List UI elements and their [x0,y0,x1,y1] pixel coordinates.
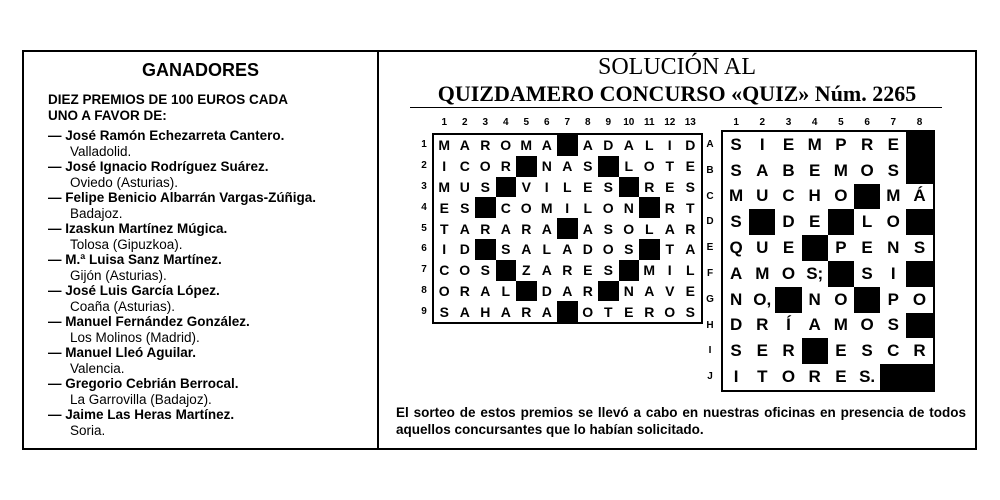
winner-city: Tolosa (Gipuzkoa). [70,236,183,252]
winner-city: Oviedo (Asturias). [70,174,179,190]
letter-cell: O [602,241,614,258]
solution-title: SOLUCIÓN AL [597,54,756,80]
row-label: 5 [421,222,427,234]
letter-cell: M [438,137,451,154]
row-label: 2 [421,160,427,172]
letter-cell: A [582,137,593,154]
winner-item [48,345,378,376]
black-square [854,287,880,313]
column-label: 9 [605,117,612,128]
column-label: 3 [785,117,792,128]
column-label: 6 [543,117,550,128]
letter-cell: A [500,220,511,237]
letter-cell: I [759,134,765,154]
letter-cell: P [835,134,847,154]
letter-cell: S [685,178,695,195]
black-square [557,301,578,322]
winner-name: — Izaskun Martínez Múgica. [48,221,228,236]
letter-cell: E [756,341,768,361]
letter-cell: R [860,134,874,154]
column-label: 12 [664,117,676,128]
letter-cell: I [667,262,672,279]
letter-cell: D [541,282,552,299]
black-square [557,218,578,239]
black-square [475,197,496,218]
letter-cell: A [623,137,634,154]
letter-cell: M [833,315,848,335]
letter-cell: A [644,282,655,299]
letter-cell: A [685,241,696,258]
winner-item [48,376,378,407]
letter-cell: I [565,199,570,216]
letter-cell: T [757,367,768,387]
letter-cell: D [603,137,614,154]
black-square [906,364,932,390]
black-square [906,209,932,235]
letter-cell: S [480,178,490,195]
letter-cell: M [438,178,451,195]
letter-cell: S [439,303,449,320]
black-square [639,197,660,218]
letter-cell: R [913,341,926,361]
black-square [854,184,880,210]
letter-cell: R [521,220,532,237]
letter-cell: L [624,158,634,175]
winner-name: — Manuel Fernández González. [48,314,250,329]
column-label: 8 [916,117,923,128]
winner-item [48,252,378,283]
column-label: 5 [838,117,844,128]
row-label: H [706,319,714,331]
winner-item [48,128,378,159]
winner-name: — Gregorio Cebrián Berrocal. [48,376,239,391]
letter-cell: M [833,160,848,180]
letter-cell: M [520,137,533,154]
row-label: 6 [421,243,427,255]
letter-cell: D [782,212,795,232]
row-label: 9 [421,305,427,317]
letter-cell: E [835,341,847,361]
letter-cell: S [861,263,873,283]
letter-cell: E [809,160,821,180]
column-label: 7 [564,117,571,128]
winner-name: — José Luis García López. [48,283,220,298]
letter-cell: O [886,212,900,232]
letter-cell: Í [786,315,791,335]
row-label: G [706,293,714,305]
black-square [598,156,619,177]
letter-cell: O [664,303,676,320]
letter-cell: R [756,315,769,335]
black-square [906,261,932,287]
winner-item [48,221,378,252]
letter-cell: L [685,262,695,279]
black-square [880,364,906,390]
letter-cell: I [442,241,447,258]
letter-cell: T [603,303,613,320]
letter-cell: U [459,178,470,195]
letter-cell: S; [806,263,824,283]
letter-cell: A [541,220,552,237]
letter-cell: E [835,367,847,387]
letter-cell: I [544,178,549,195]
letter-cell: T [685,199,695,216]
winner-item [48,159,378,190]
letter-cell: T [665,241,675,258]
letter-cell: L [644,220,654,237]
letter-cell: R [685,220,696,237]
letter-cell: N [623,199,634,216]
letter-cell: S [624,241,634,258]
letter-cell: V [521,178,531,195]
letter-cell: R [459,282,470,299]
black-square [828,261,854,287]
winners-title: GANADORES [141,60,259,80]
winner-city: Valencia. [70,360,125,376]
letter-cell: E [809,212,821,232]
title-rule [410,107,942,108]
solution-subtitle: QUIZDAMERO CONCURSO «QUIZ» Núm. 2265 [437,81,917,106]
letter-cell: I [733,367,739,387]
letter-cell: L [644,137,654,154]
letter-cell: R [521,303,532,320]
letter-cell: E [583,262,593,279]
letter-cell: S [685,303,695,320]
row-label: D [706,216,714,228]
letter-cell: L [583,199,593,216]
letter-cell: M [807,134,822,154]
column-label: 8 [584,117,591,128]
letter-cell: C [887,341,900,361]
column-label: 5 [523,117,530,128]
row-label: C [706,190,714,202]
grid-box [432,133,703,324]
black-square [906,158,932,184]
letter-cell: I [442,158,447,175]
winner-name: — Manuel Lleó Aguilar. [48,345,197,360]
letter-cell: M [886,186,901,206]
winners-intro-line: DIEZ PREMIOS DE 100 EUROS CADA [48,92,289,107]
letter-cell: O [479,158,491,175]
letter-cell: C [459,158,470,175]
letter-cell: A [562,282,573,299]
letter-cell: O [643,158,655,175]
letter-cell: O [623,220,635,237]
row-label: 7 [421,264,427,276]
letter-cell: A [521,241,532,258]
letter-cell: M [643,262,656,279]
letter-cell: N [808,289,821,309]
letter-cell: A [729,263,743,283]
black-square [475,239,496,260]
winner-city: Soria. [70,422,106,438]
draw-note: El sorteo de estos premios se llevó a cabo en nuestras oficinas en presencia de todos aquellos concursantes que lo habían solicitado. [396,405,966,437]
letter-cell: A [808,315,821,335]
black-square [802,338,828,364]
letter-cell: A [582,220,593,237]
letter-cell: E [685,158,695,175]
letter-cell: D [459,241,470,258]
letter-cell: A [459,220,470,237]
black-square [496,177,517,198]
winner-city: Valladolid. [70,143,132,159]
black-square [906,313,932,339]
black-square [619,177,640,198]
letter-cell: E [439,199,449,216]
winners-intro [48,92,368,123]
letter-cell: H [480,303,491,320]
column-label: 1 [733,117,739,128]
letter-cell: R [644,303,655,320]
letter-cell: R [480,220,491,237]
letter-cell: M [755,263,770,283]
letter-cell: O [860,315,874,335]
letter-cell: C [782,186,795,206]
letter-cell: U [756,238,769,258]
letter-cell: A [459,137,470,154]
letter-cell: A [459,303,470,320]
row-label: 4 [421,201,427,213]
winner-name: — Jaime Las Heras Martínez. [48,407,235,422]
black-square [828,209,854,235]
column-label: 2 [461,117,468,128]
winner-name: — M.ª Luisa Sanz Martínez. [48,252,222,267]
letter-cell: S [730,160,742,180]
letter-cell: E [782,134,795,154]
letter-cell: S [887,160,899,180]
letter-cell: E [861,238,873,258]
winner-city: Los Molinos (Madrid). [70,329,200,345]
letter-cell: H [808,186,821,206]
letter-cell: S [603,220,613,237]
column-label: 2 [759,117,766,128]
row-label: 3 [421,181,427,192]
letter-cell: N [887,238,900,258]
letter-cell: E [887,134,899,154]
letter-cell: D [729,315,743,335]
column-label: 4 [811,117,818,128]
row-label: E [706,242,714,254]
black-square [775,287,801,313]
letter-cell: Z [521,262,531,279]
letter-cell: O [834,186,848,206]
letter-cell: R [480,137,491,154]
winner-item [48,407,378,438]
winners-list [48,128,378,438]
letter-cell: N [623,282,634,299]
letter-cell: V [665,282,675,299]
letter-cell: O [438,282,450,299]
letter-cell: I [667,137,672,154]
letter-cell: A [500,303,511,320]
letter-cell: A [562,158,573,175]
letter-cell: R [500,158,511,175]
winner-city: Badajoz. [70,205,123,221]
winner-item [48,190,378,221]
black-square [496,260,517,281]
black-square [598,281,619,302]
letter-cell: S [730,341,742,361]
letter-cell: E [624,303,634,320]
letter-cell: Q [729,238,743,258]
letter-cell: O [834,289,848,309]
letter-cell: O [520,199,532,216]
winner-name: — José Ignacio Rodríguez Suárez. [48,159,269,174]
letter-cell: S [460,199,470,216]
row-label: 8 [421,285,427,296]
letter-cell: N [729,289,743,309]
black-square [557,135,578,156]
row-label: B [706,164,714,176]
column-label: 10 [623,117,635,128]
letter-cell: R [782,341,795,361]
letter-cell: S [583,158,593,175]
letter-cell: E [685,282,695,299]
row-label: I [708,345,712,357]
letter-cell: S [887,315,899,335]
letter-cell: S [603,262,613,279]
letter-cell: R [664,199,675,216]
letter-cell: S [501,241,511,258]
letter-cell: A [541,262,552,279]
column-label: 13 [684,117,696,128]
letter-cell: P [835,238,847,258]
letter-cell: A [541,303,552,320]
row-label: A [706,138,714,150]
winners-panel [24,52,377,448]
letter-cell: R [808,367,821,387]
letter-cell: A [541,137,552,154]
letter-cell: A [756,160,769,180]
letter-cell: O [860,160,874,180]
letter-cell: S [603,178,613,195]
winner-city: Coaña (Asturias). [70,298,176,314]
letter-cell: C [500,199,511,216]
black-square [639,239,660,260]
letter-cell: R [582,282,593,299]
letter-cell: D [685,137,696,154]
letter-cell: S [913,238,926,258]
letter-cell: U [756,186,769,206]
letter-cell: T [665,158,675,175]
letter-cell: P [887,289,899,309]
letter-cell: R [562,262,573,279]
letter-cell: C [439,262,450,279]
letter-cell: O [781,367,796,387]
row-label: J [707,371,713,383]
letter-cell: L [501,282,511,299]
grid-box [721,130,935,392]
column-label: 11 [643,117,655,128]
letter-cell: A [664,220,675,237]
letter-cell: E [665,178,675,195]
letter-cell: R [644,178,655,195]
letter-cell: O [459,262,471,279]
black-square [749,209,775,235]
letter-cell: Á [913,186,926,206]
letter-cell: S [730,212,742,232]
letter-cell: S. [859,367,876,387]
letter-cell: D [582,241,593,258]
letter-cell: L [861,212,873,232]
winner-name: — Felipe Benicio Albarrán Vargas-Zúñiga. [48,190,317,205]
letter-cell: S [861,341,873,361]
letter-cell: O [582,303,594,320]
letter-cell: O [781,263,796,283]
column-label: 7 [890,117,897,128]
letter-cell: A [562,241,573,258]
letter-cell: L [562,178,572,195]
winner-item [48,314,378,345]
black-square [906,132,932,158]
column-label: 4 [502,117,509,128]
row-label: F [706,267,714,279]
column-label: 1 [441,117,448,128]
black-square [516,281,537,302]
letter-cell: A [480,282,491,299]
letter-cell: E [782,238,795,258]
letter-cell: T [439,220,449,237]
letter-cell: E [583,178,593,195]
letter-cell: O, [753,289,772,309]
letter-cell: N [541,158,552,175]
letter-cell: O [602,199,614,216]
black-square [619,260,640,281]
winner-city: Gijón (Asturias). [70,267,167,283]
letter-cell: S [480,262,490,279]
letter-cell: I [890,263,896,283]
winner-name: — José Ramón Echezarreta Cantero. [48,128,285,143]
letter-cell: O [912,289,927,309]
letter-cell: B [782,160,795,180]
letter-cell: S [730,134,742,154]
winner-city: La Garrovilla (Badajoz). [70,391,212,407]
row-label: 1 [421,139,427,151]
winner-item [48,283,378,314]
column-label: 3 [482,117,489,128]
column-label: 6 [864,117,870,128]
winners-intro-line: UNO A FAVOR DE: [48,107,167,123]
black-square [516,156,537,177]
black-square [802,235,828,261]
letter-cell: M [729,186,744,206]
letter-cell: O [500,137,512,154]
letter-cell: L [542,241,552,258]
letter-cell: M [540,199,553,216]
